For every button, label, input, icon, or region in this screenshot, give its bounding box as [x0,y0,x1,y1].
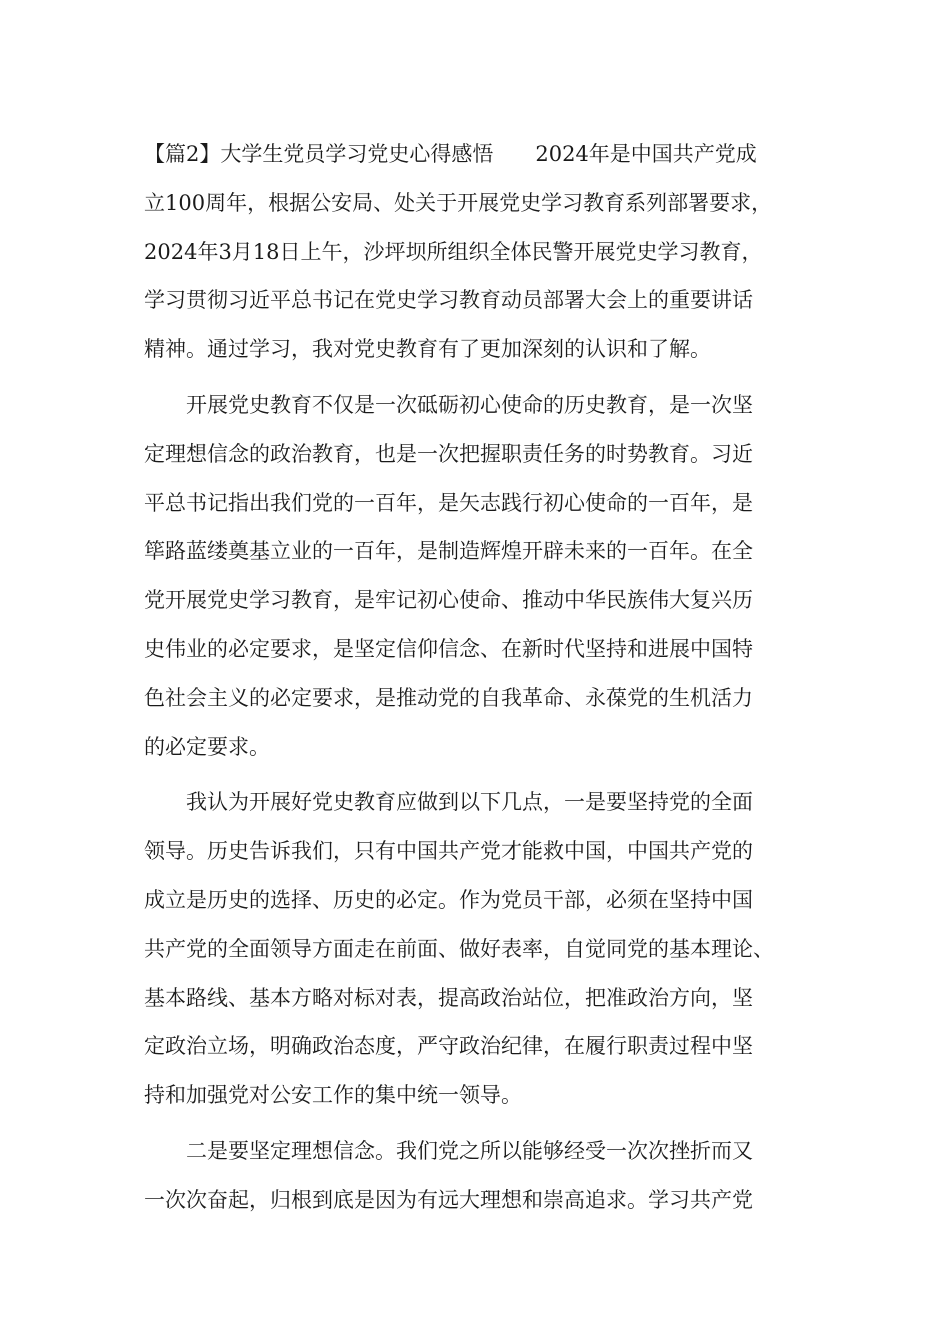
document-body [144,130,834,1225]
text-line: 定理想信念的政治教育，也是一次把握职责任务的时势教育。习近 [144,441,753,466]
paragraph [144,381,834,771]
text-line: 持和加强党对公安工作的集中统一领导。 [144,1083,522,1108]
text-line: 平总书记指出我们党的一百年，是矢志践行初心使命的一百年，是 [144,490,753,515]
text-line: 筚路蓝缕奠基立业的一百年，是制造辉煌开辟未来的一百年。在全 [144,539,753,564]
text-line: 成立是历史的选择、历史的必定。作为党员干部，必须在坚持中国 [144,887,753,912]
text-line: 基本路线、基本方略对标对表，提高政治站位，把准政治方向，坚 [144,985,753,1010]
essay-title: 【篇2】大学生党员学习党史心得感悟 [144,142,494,166]
paragraph [144,778,834,1120]
text-line: 共产党的全面领导方面走在前面、做好表率，自觉同党的基本理论、 [144,936,774,961]
paragraph-gap [144,1120,834,1127]
text-line: 史伟业的必定要求，是坚定信仰信念、在新时代坚持和进展中国特 [144,636,753,661]
text-line: 立100周年，根据公安局、处关于开展党史学习教育系列部署要求， [144,190,773,215]
text-line: 一次次奋起，归根到底是因为有远大理想和崇高追求。学习共产党 [144,1187,753,1212]
text-line: 的必定要求。 [144,734,270,759]
text-line: 精神。通过学习，我对党史教育有了更加深刻的认识和了解。 [144,337,711,362]
paragraph [144,179,834,374]
text-line: 定政治立场，明确政治态度，严守政治纪律，在履行职责过程中坚 [144,1034,753,1059]
paragraph [144,1127,834,1225]
text-line: 学习贯彻习近平总书记在党史学习教育动员部署大会上的重要讲话 [144,288,753,313]
text-line: 二是要坚定理想信念。我们党之所以能够经受一次次挫折而又 [186,1138,753,1163]
heading-line [144,130,834,179]
paragraph-gap [144,771,834,778]
text-line: 2024年3月18日上午，沙坪坝所组织全体民警开展党史学习教育， [144,239,763,264]
opening-text: 2024年是中国共产党成 [535,142,757,166]
paragraph-list [144,179,834,1225]
text-line: 色社会主义的必定要求，是推动党的自我革命、永葆党的生机活力 [144,685,753,710]
paragraph-gap [144,374,834,381]
text-line: 我认为开展好党史教育应做到以下几点，一是要坚持党的全面 [186,790,753,815]
text-line: 党开展党史学习教育，是牢记初心使命、推动中华民族伟大复兴历 [144,588,753,613]
text-line: 领导。历史告诉我们，只有中国共产党才能救中国，中国共产党的 [144,839,753,864]
text-line: 开展党史教育不仅是一次砥砺初心使命的历史教育，是一次坚 [186,392,753,417]
